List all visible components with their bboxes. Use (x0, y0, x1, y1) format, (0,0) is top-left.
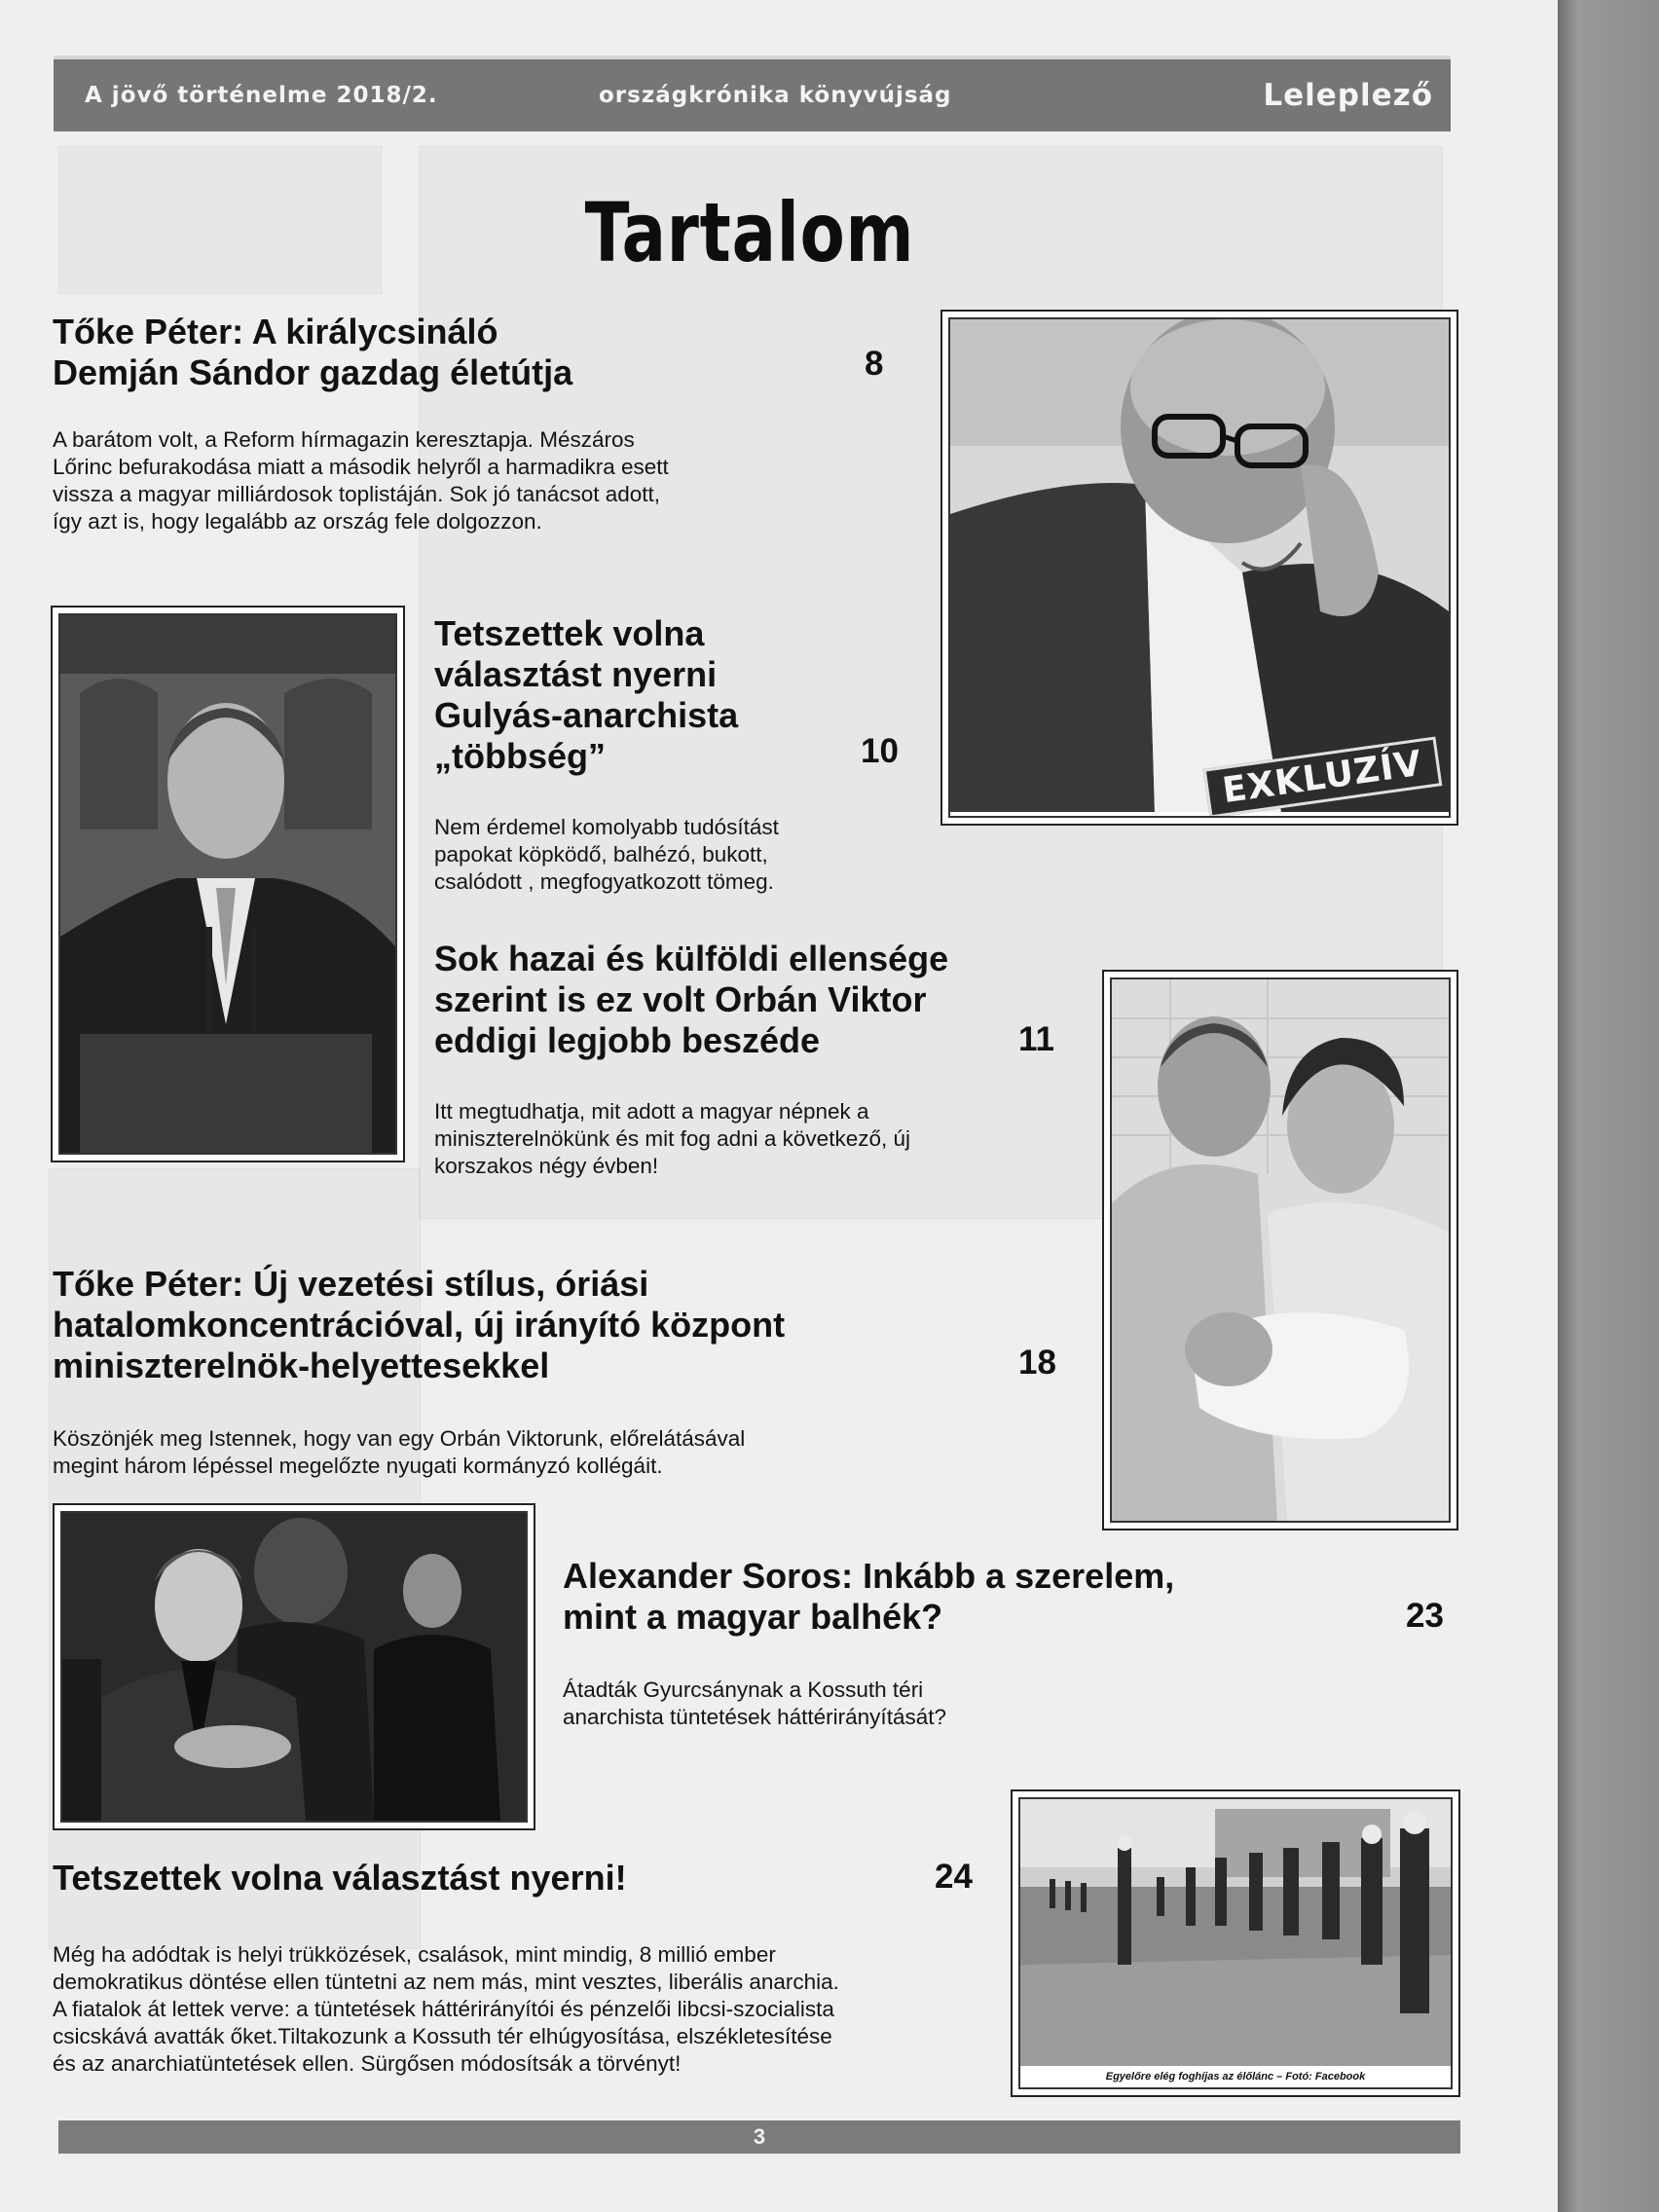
article-6-description: Még ha adódtak is helyi trükközések, csalások, mint mindig, 8 millió ember demokratikus döntése ellen tüntetni az nem más, mint vesztes, liberális anarchia. A fiatalok át lettek verve: a tüntetések háttérirányítói és pénzelői libcsi-szocialista csicskává avatták őket.Tiltakozunk a Kossuth tér elhúgyosítása, elszékletesítése és az anarchiatüntetések ellen. Sürgősen módosítsák a törvényt! (53, 1942, 839, 2076)
article-5-title[interactable]: Alexander Soros: Inkább a szerelem, mint a magyar balhék? (563, 1556, 1175, 1637)
page-number: 3 (753, 2124, 766, 2149)
family-baby-photo (1102, 970, 1458, 1530)
protest-chain-image (1020, 1799, 1451, 2087)
alexander-soros-image (62, 1513, 526, 1821)
protest-photo-caption: Egyelőre elég foghíjas az élőlánc – Fotó: Facebook (1020, 2066, 1451, 2087)
article-3-title[interactable]: Sok hazai és külföldi ellensége szerint is ez volt Orbán Viktor eddigi legjobb beszéde (434, 939, 949, 1060)
article-6-title[interactable]: Tetszettek volna választást nyerni! (53, 1858, 627, 1898)
footer-bar (58, 2120, 1460, 2154)
demjan-portrait-image (950, 319, 1449, 812)
article-3-page-number: 11 (1018, 1020, 1054, 1058)
alexander-soros-photo (53, 1503, 535, 1830)
article-3-description: Itt megtudhatja, mit adott a magyar népnek a miniszterelnökünk és mit fog adni a következő, új korszakos négy évben! (434, 1099, 910, 1178)
article-4-title[interactable]: Tőke Péter: Új vezetési stílus, óriási hatalomkoncentrációval, új irányító központ miniszterelnök-helyettesekkel (53, 1264, 786, 1385)
article-2-title[interactable]: Tetszettek volna választást nyerni Gulyás-anarchista „többség” (434, 613, 739, 776)
article-5-description: Átadták Gyurcsánynak a Kossuth téri anarchista tüntetések háttérirányítását? (563, 1677, 946, 1729)
article-4-description: Köszönjék meg Istennek, hogy van egy Orbán Viktorunk, előrelátásával megint három lépéssel megelőzte nyugati kormányzó kollégáit. (53, 1426, 746, 1478)
article-1-description: A barátom volt, a Reform hírmagazin keresztapja. Mészáros Lőrinc befurakodása miatt a második helyről a harmadikra esett vissza a magyar milliárdosok toplistáján. Sok jó tanácsot adott, így azt is, hogy legalább az ország fele dolgozzon. (53, 427, 669, 534)
orban-podium-photo (51, 606, 405, 1162)
article-4-page-number: 18 (1018, 1344, 1056, 1382)
article-1-page-number: 8 (865, 345, 884, 383)
exclusive-badge: EXKLUZÍV (1202, 737, 1441, 818)
protest-chain-photo (1011, 1789, 1460, 2097)
watermark: Antikvárium.hu (4, 2191, 116, 2208)
page-edge-shadow (1558, 0, 1659, 2212)
publication-label: országkrónika könyvújság (599, 83, 952, 108)
page-title: Tartalom (584, 185, 915, 280)
section-label: Leleplező (1263, 78, 1433, 113)
article-1-title[interactable]: Tőke Péter: A királycsináló Demján Sándor gazdag életútja (53, 312, 573, 392)
demjan-portrait-photo (940, 310, 1458, 826)
article-2-description: Nem érdemel komolyabb tudósítást papokat köpködő, balhézó, bukott, csalódott , megfogyatkozott tömeg. (434, 815, 779, 894)
article-5-page-number: 23 (1406, 1597, 1444, 1635)
article-2-page-number: 10 (861, 732, 899, 770)
header-bar (54, 55, 1451, 131)
issue-label: A jövő történelme 2018/2. (85, 83, 438, 108)
family-baby-image (1112, 979, 1449, 1521)
orban-podium-image (60, 615, 395, 1153)
article-6-page-number: 24 (935, 1858, 973, 1896)
